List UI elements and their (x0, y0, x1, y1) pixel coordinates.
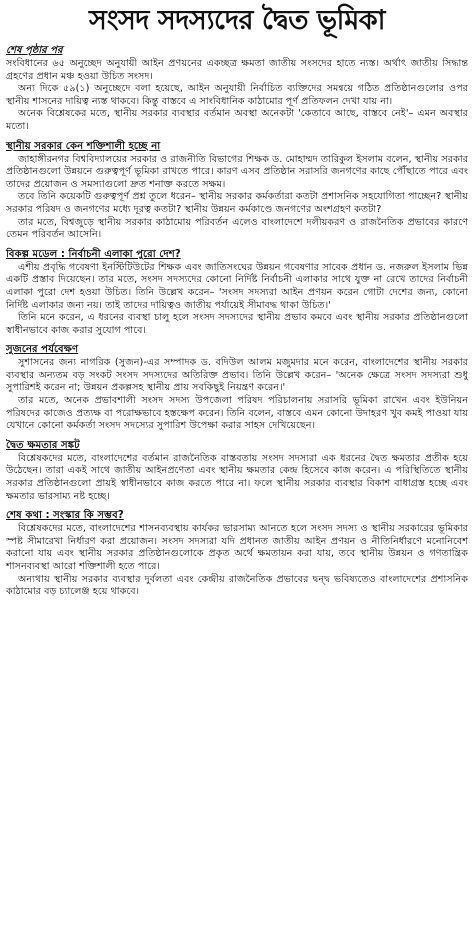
section-alternative-model (6, 242, 468, 338)
body-paragraph: তবে তিনি কয়েকটি গুরুত্বপূর্ণ প্রশ্ন তুলে ধরেন– স্থানীয় সরকার কর্মকর্তারা কতটা প্রশাসনিক সহযোগিতা পাচ্ছেন? স্থানীয় সরকার পরিষদ ও জনগণের মধ্যে দূরত্ব কতটা? স্থানীয় উন্নয়ন কর্মকাণ্ডে জনগণের অংশগ্রহণ কতটা? (6, 191, 468, 215)
body-paragraph: অন্যথায় স্থানীয় সরকার ব্যবস্থার দুর্বলতা এবং কেন্দ্রীয় রাজনৈতিক প্রভাবের দ্বন্দ্ব ভবিষ্যতেও বাংলাদেশের প্রশাসনিক কাঠামোর বড় চ্যালেঞ্জ হয়ে থাকবে। (6, 573, 468, 598)
body-paragraph: এশীয় প্রবৃদ্ধি গবেষণা ইনস্টিটিউটের শিক্ষক এবং জাতিসংঘের উন্নয়ন গবেষণার সাবেক প্রধান ড. নজরুল ইসলাম ভিন্ন একটি প্রস্তাব দিয়েছেন। তার মতে, সংসদ সদস্যদের কোনো নির্দিষ্ট নির্বাচনী এলাকার সাথে যুক্ত না রেখে তাদের নির্বাচনী এলাকা পুরো দেশ হওয়া উচিত। তিনি উল্লেখ করেন– 'সংসদ সদস্যরা আইন প্রণয়ন করেন গোটা দেশের জন্য, কোনো নির্দিষ্ট এলাকার জন্য নয়। তাই তাদের দায়িত্বও জাতীয় পর্যায়েই সীমাবদ্ধ থাকা উচিত।' (6, 261, 468, 311)
section-heading: স্থানীয় সরকার কেন শক্তিশালী হচ্ছে না (6, 140, 161, 152)
section-heading: দ্বৈত ক্ষমতার সঙ্কট (6, 439, 80, 451)
body-paragraph: অন্য দিকে ৫৯(১) অনুচ্ছেদে বলা হয়েছে, আইন অনুযায়ী নির্বাচিত ব্যক্তিদের সমন্বয়ে গঠিত প্রতিষ্ঠানগুলোর ওপর স্থানীয় শাসনের দায়িত্ব ন্যস্ত থাকবে। কিন্তু বাস্তবে এ সাংবিধানিক কাঠামোর পূর্ণ প্রতিফলন দেখা যায় না। (6, 83, 468, 107)
body-paragraph: বিশ্লেষকদের মতে, বাংলাদেশের বর্তমান রাজনৈতিক বাস্তবতায় সংসদ সদস্যরা এক ধরনের দ্বৈত ক্ষমতার প্রতীক হয়ে উঠেছেন। তারা একই সাথে জাতীয় আইনপ্রণেতা এবং স্থানীয় ক্ষমতার কেন্দ্র হিসেবে কাজ করেন। এ পরিস্থিতিতে স্থানীয় সরকার প্রতিষ্ঠানগুলো প্রায়ই স্বাধীনভাবে কাজ করতে পারে না। ফলে স্থানীয় সরকার ব্যবস্থার বিকাশ বাধাগ্রস্ত হচ্ছে এবং ক্ষমতার ভারসাম্য নষ্ট হচ্ছে। (6, 452, 468, 502)
section-heading: বিকল্প মডেল : নির্বাচনী এলাকা পুরো দেশ? (6, 248, 181, 260)
body-paragraph: তিনি মনে করেন, এ ধরনের ব্যবস্থা চালু হলে সংসদ সদস্যদের স্থানীয় প্রভাব কমবে এবং স্থানীয় সরকার প্রতিষ্ঠানগুলো স্বাধীনভাবে কাজ করার সুযোগ পাবে। (6, 312, 468, 336)
body-paragraph: সংবিধানের ৬৫ অনুচ্ছেদ অনুযায়ী আইন প্রণয়নের একচ্ছত্র ক্ষমতা জাতীয় সংসদের হাতে ন্যস্ত। অর্থাৎ জাতীয় সিদ্ধান্ত গ্রহণের প্রধান মঞ্চ হওয়া উচিত সংসদ। (6, 58, 468, 82)
article-headline: সংসদ সদস্যদের দ্বৈত ভূমিকা (88, 5, 386, 36)
body-paragraph: তার মতে, অনেক প্রভাবশালী সংসদ সদস্য উপজেলা পরিষদ পরিচালনায় সরাসরি ভূমিকা রাখেন এবং ইউনিয়ন পরিষদের কাজেও প্রত্যক্ষ বা পরোক্ষভাবে হস্তক্ষেপ করেন। তিনি বলেন, বাস্তবে এমন কোনো উদাহরণ খুব কমই পাওয়া যায় যেখানে কোনো কর্মকর্তা সংসদ সদস্যের সুপারিশ উপেক্ষা করার সাহস দেখিয়েছেন। (6, 395, 468, 432)
continued-from-label: শেষ পৃষ্ঠার পর (6, 45, 63, 56)
body-paragraph: সুশাসনের জন্য নাগরিক (সুজন)-এর সম্পাদক ড. বদিউল আলম মজুমদার মনে করেন, বাংলাদেশের স্থানীয় সরকার ব্যবস্থার অন্যতম বড় সংকট সংসদ সদস্যদের অতিরিক্ত প্রভাব। তিনি উল্লেখ করেন– 'অনেক ক্ষেত্রে সংসদ সদস্যরা শুধু সুপারিশই করেন না; উন্নয়ন প্রকল্পসহ স্থানীয় প্রায় সবকিছুই নিয়ন্ত্রণ করেন।' (6, 357, 468, 394)
body-paragraph: তার মতে, বিশ্বজুড়ে স্থানীয় সরকার কাঠামোয় পরিবর্তন এলেও বাংলাদেশে দলীয়করণ ও রাজনৈতিক প্রভাবের কারণে তেমন পরিবর্তন আসেনি। (6, 216, 468, 241)
body-paragraph: অনেক বিশ্লেষকের মতে, স্থানীয় সরকার ব্যবস্থার বর্তমান অবস্থা অনেকটা 'কেতাবে আছে, বাস্তবে নেই'– এমন অবস্থার মতো। (6, 108, 468, 132)
section-dual-power (6, 433, 468, 503)
section-local-govt (6, 134, 468, 242)
section-heading: সুজনের পর্যবেক্ষণ (6, 344, 79, 356)
intro-block (6, 58, 468, 134)
section-sujan-observation (6, 337, 468, 433)
body-paragraph: বিশ্লেষকদের মতে, বাংলাদেশের শাসনব্যবস্থায় কার্যকর ভারসাম্য আনতে হলে সংসদ সদস্য ও স্থানীয় সরকারের ভূমিকার স্পষ্ট সীমারেখা নির্ধারণ করা প্রয়োজন। সংসদ সদস্যরা যদি প্রধানত জাতীয় আইন প্রণয়ন ও নীতিনির্ধারণে মনোনিবেশ করানো যায় এবং স্থানীয় সরকার প্রতিষ্ঠানগুলোকে প্রকৃত অর্থে ক্ষমতায়ন করা যায়, তবে স্থানীয় উন্নয়ন ও গণতান্ত্রিক শাসনব্যবস্থা আরো শক্তিশালী হতে পারে। (6, 523, 468, 572)
section-heading: শেষ কথা : সংস্কার কি সম্ভব? (6, 510, 124, 522)
section-conclusion (6, 503, 468, 599)
body-paragraph: জাহাঙ্গীরনগর বিশ্ববিদ্যালয়ের সরকার ও রাজনীতি বিভাগের শিক্ষক ড. মোহাম্মদ তারিকুল ইসলাম বলেন, স্থানীয় সরকার প্রতিষ্ঠানগুলো উন্নয়নে গুরুত্বপূর্ণ ভূমিকা রাখতে পারে। কারণ এসব প্রতিষ্ঠান সরাসরি জনগণের কাছে পৌঁছাতে পারে এবং তাদের প্রয়োজন ও সমস্যাগুলো দ্রুত শনাক্ত করতে সক্ষম। (6, 153, 468, 190)
